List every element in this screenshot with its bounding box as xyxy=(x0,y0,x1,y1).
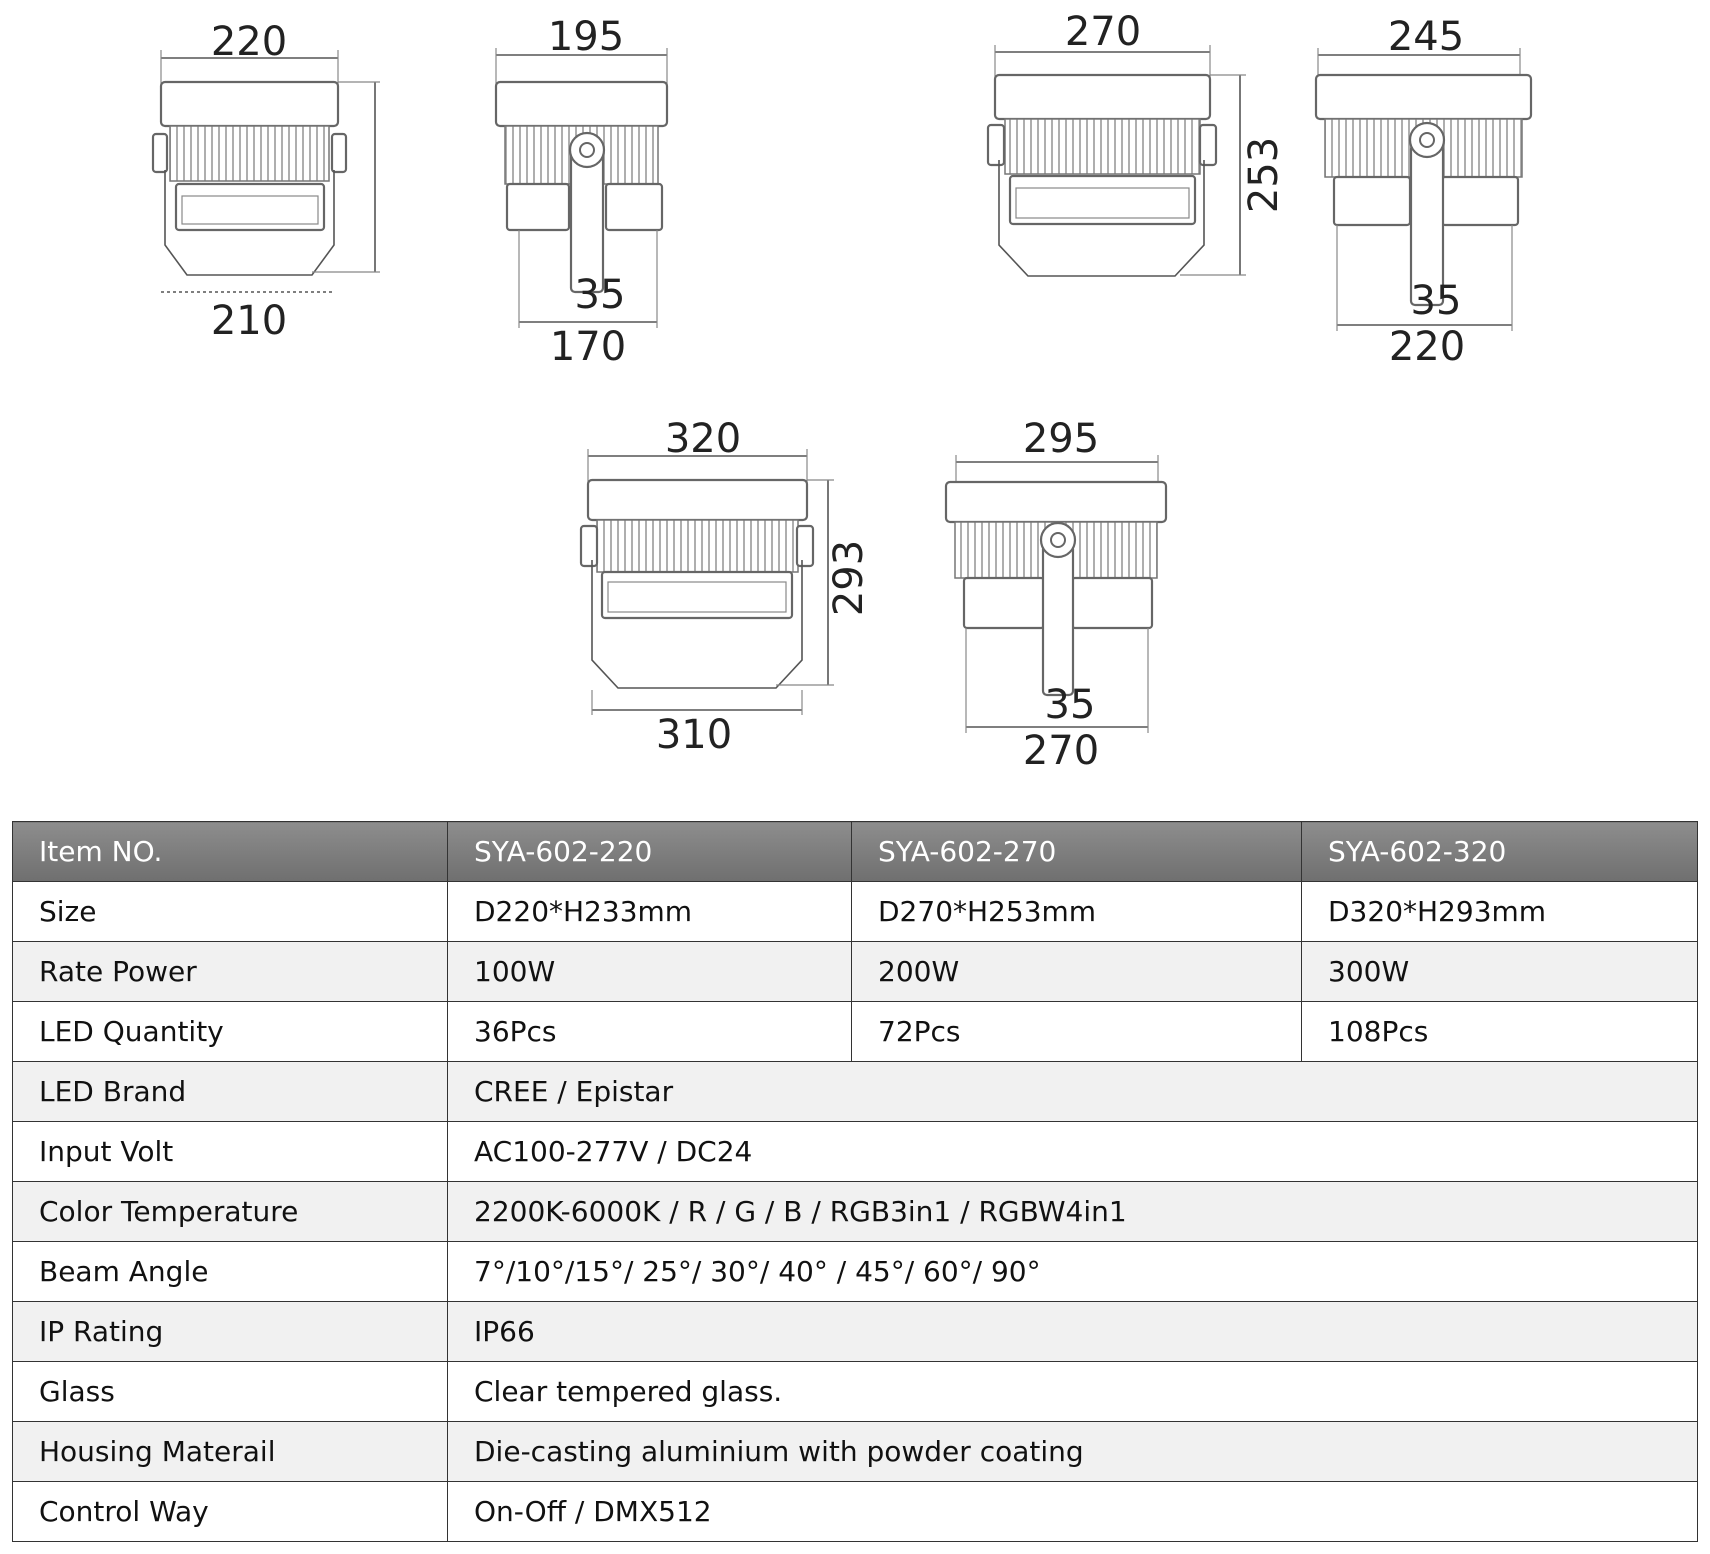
cell-value: D270*H253mm xyxy=(852,882,1302,942)
header-model-220: SYA-602-220 xyxy=(448,822,852,882)
drawing-320-front xyxy=(581,416,872,758)
cell-value: D220*H233mm xyxy=(448,882,852,942)
dim-270-side-bottom: 220 xyxy=(1388,324,1466,370)
dim-220-side-bottom: 170 xyxy=(549,324,627,370)
drawing-220-front xyxy=(153,19,380,344)
table-row xyxy=(13,882,1698,942)
row-label: Housing Materail xyxy=(13,1422,448,1482)
cell-value: CREE / Epistar xyxy=(448,1062,1698,1122)
drawing-270-front xyxy=(988,9,1287,276)
table-row xyxy=(13,1482,1698,1542)
row-label: Rate Power xyxy=(13,942,448,1002)
dim-270-side-top: 245 xyxy=(1387,14,1465,60)
dim-270-front-top: 270 xyxy=(1064,9,1142,55)
table-row xyxy=(13,1362,1698,1422)
drawing-220-side xyxy=(496,14,667,370)
cell-value: 100W xyxy=(448,942,852,1002)
cell-value: 200W xyxy=(852,942,1302,1002)
cell-value: D320*H293mm xyxy=(1302,882,1698,942)
table-row xyxy=(13,942,1698,1002)
dim-320-front-bottom: 310 xyxy=(655,712,733,758)
table-row xyxy=(13,1062,1698,1122)
table-row xyxy=(13,1002,1698,1062)
table-row xyxy=(13,1182,1698,1242)
dim-270-side-bracket: 35 xyxy=(1410,278,1462,324)
cell-value: 300W xyxy=(1302,942,1698,1002)
table-row xyxy=(13,1242,1698,1302)
cell-value: AC100-277V / DC24 xyxy=(448,1122,1698,1182)
dim-220-side-bracket: 35 xyxy=(574,272,626,318)
drawing-270-side xyxy=(1316,14,1531,370)
drawing-320-side xyxy=(946,416,1166,774)
cell-value: 108Pcs xyxy=(1302,1002,1698,1062)
dim-320-front-top: 320 xyxy=(664,416,742,462)
row-label: LED Quantity xyxy=(13,1002,448,1062)
table-row xyxy=(13,1122,1698,1182)
row-label: Control Way xyxy=(13,1482,448,1542)
dim-270-front-height: 253 xyxy=(1241,136,1287,214)
header-item-no: Item NO. xyxy=(13,822,448,882)
dim-220-side-top: 195 xyxy=(547,14,625,60)
cell-value: 36Pcs xyxy=(448,1002,852,1062)
row-label: Size xyxy=(13,882,448,942)
cell-value: On-Off / DMX512 xyxy=(448,1482,1698,1542)
cell-value: IP66 xyxy=(448,1302,1698,1362)
cell-value: 72Pcs xyxy=(852,1002,1302,1062)
cell-value: Clear tempered glass. xyxy=(448,1362,1698,1422)
row-label: Color Temperature xyxy=(13,1182,448,1242)
dim-320-side-top: 295 xyxy=(1022,416,1100,462)
specification-table xyxy=(12,821,1698,1542)
dim-320-side-bottom: 270 xyxy=(1022,728,1100,774)
header-model-320: SYA-602-320 xyxy=(1302,822,1698,882)
cell-value: 2200K-6000K / R / G / B / RGB3in1 / RGBW4in1 xyxy=(448,1182,1698,1242)
row-label: IP Rating xyxy=(13,1302,448,1362)
table-header-row xyxy=(13,822,1698,882)
dim-220-front-bottom: 210 xyxy=(210,298,288,344)
cell-value: Die-casting aluminium with powder coating xyxy=(448,1422,1698,1482)
row-label: LED Brand xyxy=(13,1062,448,1122)
dim-220-front-top: 220 xyxy=(210,19,288,65)
row-label: Beam Angle xyxy=(13,1242,448,1302)
header-model-270: SYA-602-270 xyxy=(852,822,1302,882)
table-row xyxy=(13,1302,1698,1362)
cell-value: 7°/10°/15°/ 25°/ 30°/ 40° / 45°/ 60°/ 90° xyxy=(448,1242,1698,1302)
row-label: Glass xyxy=(13,1362,448,1422)
table-row xyxy=(13,1422,1698,1482)
dim-320-front-height: 293 xyxy=(826,539,872,617)
row-label: Input Volt xyxy=(13,1122,448,1182)
dim-320-side-bracket: 35 xyxy=(1044,682,1096,728)
